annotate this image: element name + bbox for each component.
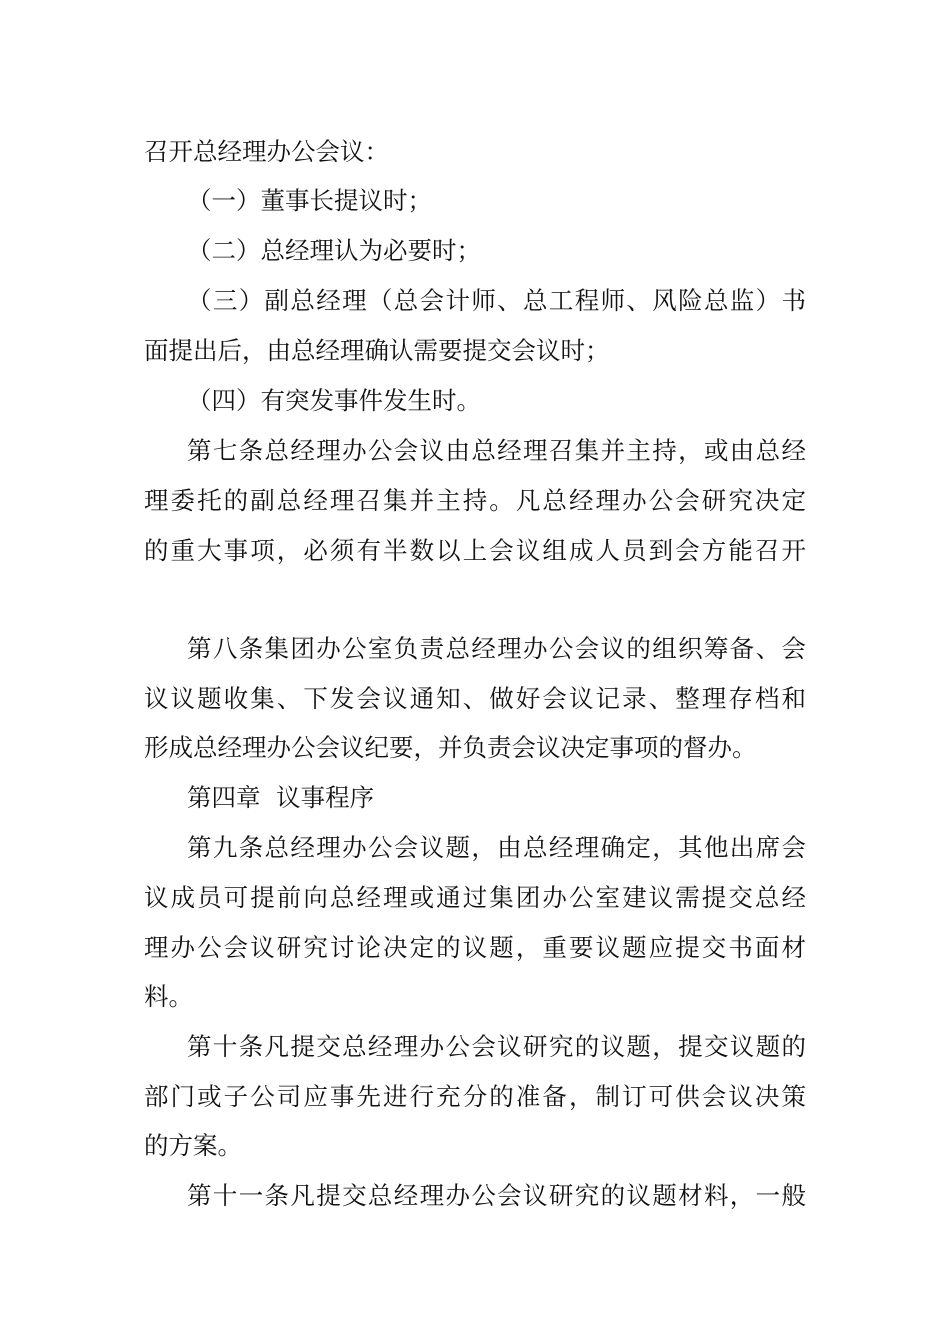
text-line-convene: 召开总经理办公会议： xyxy=(144,137,389,166)
text-line-article-9-cont-2: 理办公会议研究讨论决定的议题，重要议题应提交书面材 xyxy=(144,933,806,962)
text-line-article-8-cont-2: 形成总经理办公会议纪要，并负责会议决定事项的督办。 xyxy=(144,733,757,762)
text-line-article-9: 第九条总经理办公会议题，由总经理确定，其他出席会 xyxy=(187,833,806,862)
text-line-item-4: （四）有突发事件发生时。 xyxy=(187,386,481,415)
text-line-item-3: （三）副总经理（总会计师、总工程师、风险总监）书 xyxy=(187,286,806,315)
text-line-article-11: 第十一条凡提交总经理办公会议研究的议题材料，一般 xyxy=(187,1181,806,1210)
text-line-article-10-cont-2: 的方案。 xyxy=(144,1131,242,1160)
text-line-article-8: 第八条集团办公室负责总经理办公会议的组织筹备、会 xyxy=(187,634,806,663)
text-line-article-9-cont-3: 料。 xyxy=(144,982,193,1011)
text-line-article-10: 第十条凡提交总经理办公会议研究的议题，提交议题的 xyxy=(187,1032,806,1061)
text-line-item-1: （一）董事长提议时； xyxy=(187,186,432,215)
chapter-heading: 第四章 议事程序 xyxy=(187,783,375,812)
text-line-item-3-cont: 面提出后，由总经理确认需要提交会议时； xyxy=(144,336,610,365)
text-line-article-8-cont-1: 议议题收集、下发会议通知、做好会议记录、整理存档和 xyxy=(144,684,806,713)
text-line-article-10-cont-1: 部门或子公司应事先进行充分的准备，制订可供会议决策 xyxy=(144,1082,806,1111)
text-line-article-7-cont-1: 理委托的副总经理召集并主持。凡总经理办公会研究决定 xyxy=(144,486,806,515)
text-line-article-7: 第七条总经理办公会议由总经理召集并主持，或由总经 xyxy=(187,436,806,465)
text-line-item-2: （二）总经理认为必要时； xyxy=(187,236,481,265)
text-line-article-9-cont-1: 议成员可提前向总经理或通过集团办公室建议需提交总经 xyxy=(144,883,806,912)
text-line-article-7-cont-2: 的重大事项，必须有半数以上会议组成人员到会方能召开 xyxy=(144,536,806,565)
